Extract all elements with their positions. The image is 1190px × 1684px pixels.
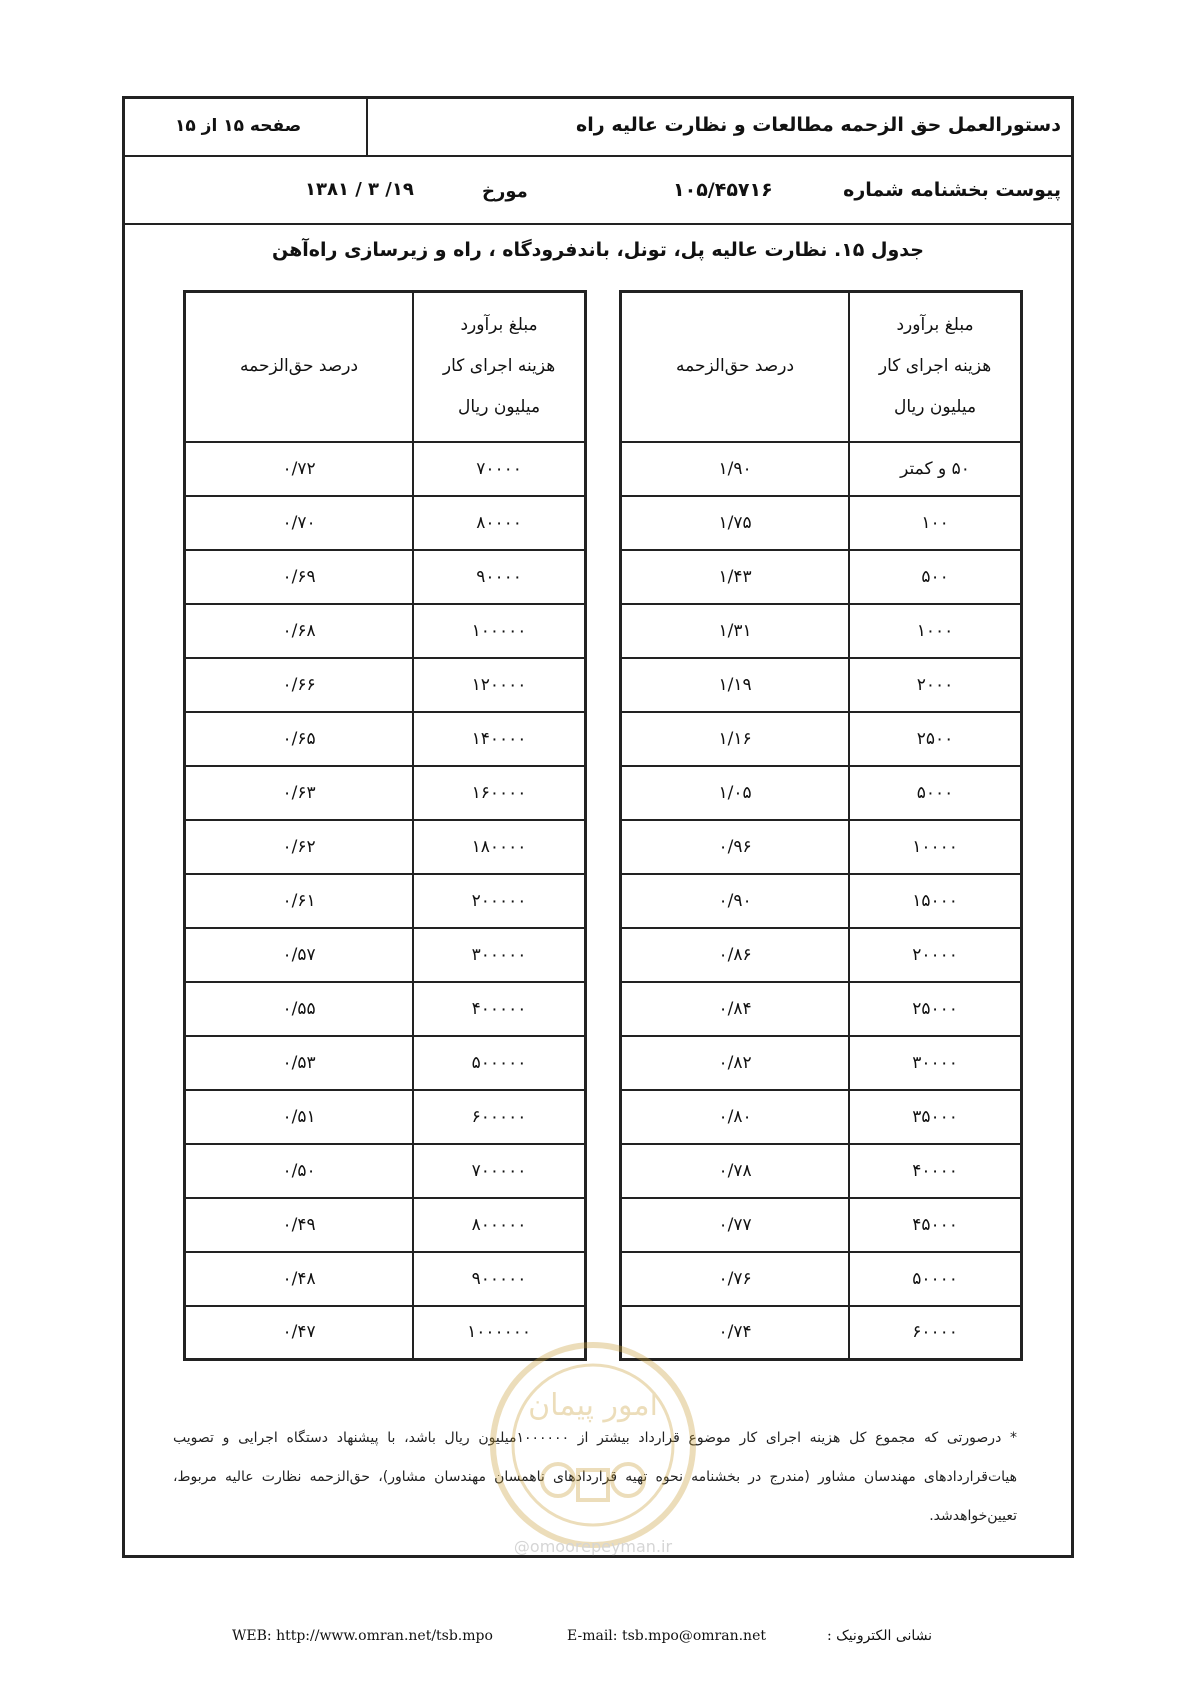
amount-cell: ۱۰۰۰۰۰۰: [413, 1306, 585, 1360]
table-row: [621, 820, 1022, 874]
percent-cell: ۰/۶۸: [185, 604, 414, 658]
percent-cell: ۰/۵۰: [185, 1144, 414, 1198]
amount-header-line-3: میلیون ریال: [893, 397, 977, 418]
table-row: [621, 496, 1022, 550]
table-row: [185, 658, 586, 712]
percent-cell: ۱/۱۶: [621, 712, 850, 766]
percent-cell: ۱/۹۰: [621, 442, 850, 496]
percent-cell: ۰/۹۰: [621, 874, 850, 928]
gear-icon: [612, 1464, 644, 1496]
percent-cell: ۰/۶۹: [185, 550, 414, 604]
amount-cell: ۲۰۰۰۰۰: [413, 874, 585, 928]
percent-cell: ۱/۰۵: [621, 766, 850, 820]
table-row: [185, 550, 586, 604]
table-row: [621, 1252, 1022, 1306]
percent-cell: ۰/۸۰: [621, 1090, 850, 1144]
footer-web: WEB: http://www.omran.net/tsb.mpo: [232, 1628, 493, 1644]
amount-cell: ۵۰۰۰۰۰: [413, 1036, 585, 1090]
table-row: [621, 1090, 1022, 1144]
table-row: [621, 928, 1022, 982]
amount-cell: ۱۸۰۰۰۰: [413, 820, 585, 874]
amount-cell: ۲۰۰۰۰: [849, 928, 1021, 982]
percent-cell: ۰/۸۴: [621, 982, 850, 1036]
footnote: * درصورتی که مجموع کل هزینه اجرای کار موضوع قرارداد بیشتر از ۱۰۰۰۰۰۰میلیون ریال باشد، با پیشنهاد دستگاه اجرایی و تصویب هیات‌قراردادهای مهندسان مشاور (مندرج در بخشنامه نحوه تهیه قراردادهای ناهمسان مهندسان مشاور)، حق‌الزحمه نظارت عالیه مربوط، تعیین‌خواهدشد.: [173, 1430, 1018, 1524]
table-row: [185, 928, 586, 982]
amount-cell: ۳۵۰۰۰: [849, 1090, 1021, 1144]
table-row: [185, 604, 586, 658]
table-row: [185, 820, 586, 874]
amount-cell: ۸۰۰۰۰۰: [413, 1198, 585, 1252]
table-row: [621, 1036, 1022, 1090]
amount-cell: ۳۰۰۰۰: [849, 1036, 1021, 1090]
percent-cell: ۰/۶۵: [185, 712, 414, 766]
percent-cell: ۰/۸۶: [621, 928, 850, 982]
amount-header-line-1: مبلغ برآورد: [460, 315, 538, 336]
table-row: [185, 1144, 586, 1198]
percent-cell: ۰/۶۲: [185, 820, 414, 874]
amount-cell: ۳۰۰۰۰۰: [413, 928, 585, 982]
amount-cell: ۹۰۰۰۰: [413, 550, 585, 604]
percent-cell: ۰/۷۸: [621, 1144, 850, 1198]
percent-cell: ۰/۴۹: [185, 1198, 414, 1252]
percent-cell: ۰/۷۷: [621, 1198, 850, 1252]
scales-icon: [578, 1470, 608, 1500]
table-row: [621, 1198, 1022, 1252]
page-number-cell: [125, 99, 368, 155]
amount-header-line-1: مبلغ برآورد: [896, 315, 974, 336]
header-row-annex: [125, 157, 1071, 225]
amount-cell: ۴۰۰۰۰: [849, 1144, 1021, 1198]
percent-cell: ۰/۶۶: [185, 658, 414, 712]
watermark-stamp: [478, 1330, 708, 1560]
percent-cell: ۰/۸۲: [621, 1036, 850, 1090]
amount-cell: ۱۰۰۰: [849, 604, 1021, 658]
amount-cell: ۱۶۰۰۰۰: [413, 766, 585, 820]
date-value: ۱۳۸۱ / ۳ /۱۹: [305, 179, 414, 200]
amount-cell: ۱۰۰۰۰۰: [413, 604, 585, 658]
percent-column-header: درصد حق‌الزحمه: [621, 292, 850, 442]
table-row: [621, 982, 1022, 1036]
percent-cell: ۰/۵۳: [185, 1036, 414, 1090]
stamp-handle: @omoorepeyman.ir: [513, 1537, 673, 1556]
percent-cell: ۰/۵۵: [185, 982, 414, 1036]
percent-cell: ۰/۶۳: [185, 766, 414, 820]
table-row: [621, 550, 1022, 604]
percent-cell: ۰/۴۸: [185, 1252, 414, 1306]
table-header-row: [621, 292, 1022, 442]
percent-column-header: درصد حق‌الزحمه: [185, 292, 414, 442]
table-row: [185, 766, 586, 820]
page-number: صفحه ۱۵ از ۱۵: [175, 116, 302, 136]
percent-cell: ۱/۴۳: [621, 550, 850, 604]
gear-icon: [542, 1464, 574, 1496]
amount-cell: ۴۰۰۰۰۰: [413, 982, 585, 1036]
percent-cell: ۰/۹۶: [621, 820, 850, 874]
amount-cell: ۱۴۰۰۰۰: [413, 712, 585, 766]
amount-column-header: [413, 292, 585, 442]
stamp-logo-text: امور پیمان: [528, 1388, 658, 1423]
percent-cell: ۱/۳۱: [621, 604, 850, 658]
amount-cell: ۴۵۰۰۰: [849, 1198, 1021, 1252]
table-row: [185, 442, 586, 496]
amount-cell: ۵۰۰۰: [849, 766, 1021, 820]
amount-cell: ۱۰۰۰۰: [849, 820, 1021, 874]
table-row: [621, 1144, 1022, 1198]
table-title: جدول ۱۵. نظارت عالیه پل، تونل، باندفرودگاه ، راه و زیرسازی راه‌آهن: [272, 239, 924, 261]
fee-table-right: [619, 290, 1023, 1361]
stamp-ring: [493, 1345, 693, 1545]
percent-cell: ۰/۴۷: [185, 1306, 414, 1360]
date-label: مورخ: [482, 181, 528, 202]
annex-label: پیوست بخشنامه شماره: [843, 179, 1061, 201]
table-row: [185, 1090, 586, 1144]
percent-cell: ۰/۷۲: [185, 442, 414, 496]
amount-cell: ۲۵۰۰: [849, 712, 1021, 766]
table-row: [185, 1252, 586, 1306]
amount-header-line-2: هزینه اجرای کار: [442, 356, 556, 377]
table-row: [621, 874, 1022, 928]
footer-label: نشانی الکترونیک :: [827, 1628, 933, 1644]
percent-cell: ۱/۷۵: [621, 496, 850, 550]
document-title: دستورالعمل حق الزحمه مطالعات و نظارت عالیه راه: [576, 114, 1061, 136]
amount-cell: ۱۰۰: [849, 496, 1021, 550]
amount-header-line-3: میلیون ریال: [457, 397, 541, 418]
amount-cell: ۹۰۰۰۰۰: [413, 1252, 585, 1306]
footer-email: E-mail: tsb.mpo@omran.net: [567, 1628, 766, 1644]
amount-cell: ۷۰۰۰۰۰: [413, 1144, 585, 1198]
amount-cell: ۵۰۰: [849, 550, 1021, 604]
amount-cell: ۱۵۰۰۰: [849, 874, 1021, 928]
table-row: [621, 442, 1022, 496]
table-row: [185, 1198, 586, 1252]
amount-column-header: [849, 292, 1021, 442]
percent-cell: ۱/۱۹: [621, 658, 850, 712]
table-row: [185, 1036, 586, 1090]
percent-cell: ۰/۵۱: [185, 1090, 414, 1144]
amount-cell: ۵۰۰۰۰: [849, 1252, 1021, 1306]
table-row: [185, 874, 586, 928]
table-row: [185, 982, 586, 1036]
table-row: [621, 766, 1022, 820]
table-row: [621, 712, 1022, 766]
amount-cell: ۱۲۰۰۰۰: [413, 658, 585, 712]
amount-cell: ۸۰۰۰۰: [413, 496, 585, 550]
amount-header-line-2: هزینه اجرای کار: [878, 356, 992, 377]
table-row: [621, 604, 1022, 658]
percent-cell: ۰/۷۴: [621, 1306, 850, 1360]
fee-table-left: [183, 290, 587, 1361]
amount-cell: ۲۵۰۰۰: [849, 982, 1021, 1036]
table-row: [621, 658, 1022, 712]
table-row: [185, 712, 586, 766]
amount-cell: ۲۰۰۰: [849, 658, 1021, 712]
amount-cell: ۵۰ و کمتر: [849, 442, 1021, 496]
table-header-row: [185, 292, 586, 442]
amount-cell: ۷۰۰۰۰: [413, 442, 585, 496]
amount-cell: ۶۰۰۰۰۰: [413, 1090, 585, 1144]
percent-cell: ۰/۷۶: [621, 1252, 850, 1306]
percent-cell: ۰/۵۷: [185, 928, 414, 982]
percent-cell: ۰/۷۰: [185, 496, 414, 550]
amount-cell: ۶۰۰۰۰: [849, 1306, 1021, 1360]
annex-number: ۱۰۵/۴۵۷۱۶: [673, 179, 773, 201]
header-row-title: [125, 99, 1071, 157]
percent-cell: ۰/۶۱: [185, 874, 414, 928]
table-row: [185, 496, 586, 550]
